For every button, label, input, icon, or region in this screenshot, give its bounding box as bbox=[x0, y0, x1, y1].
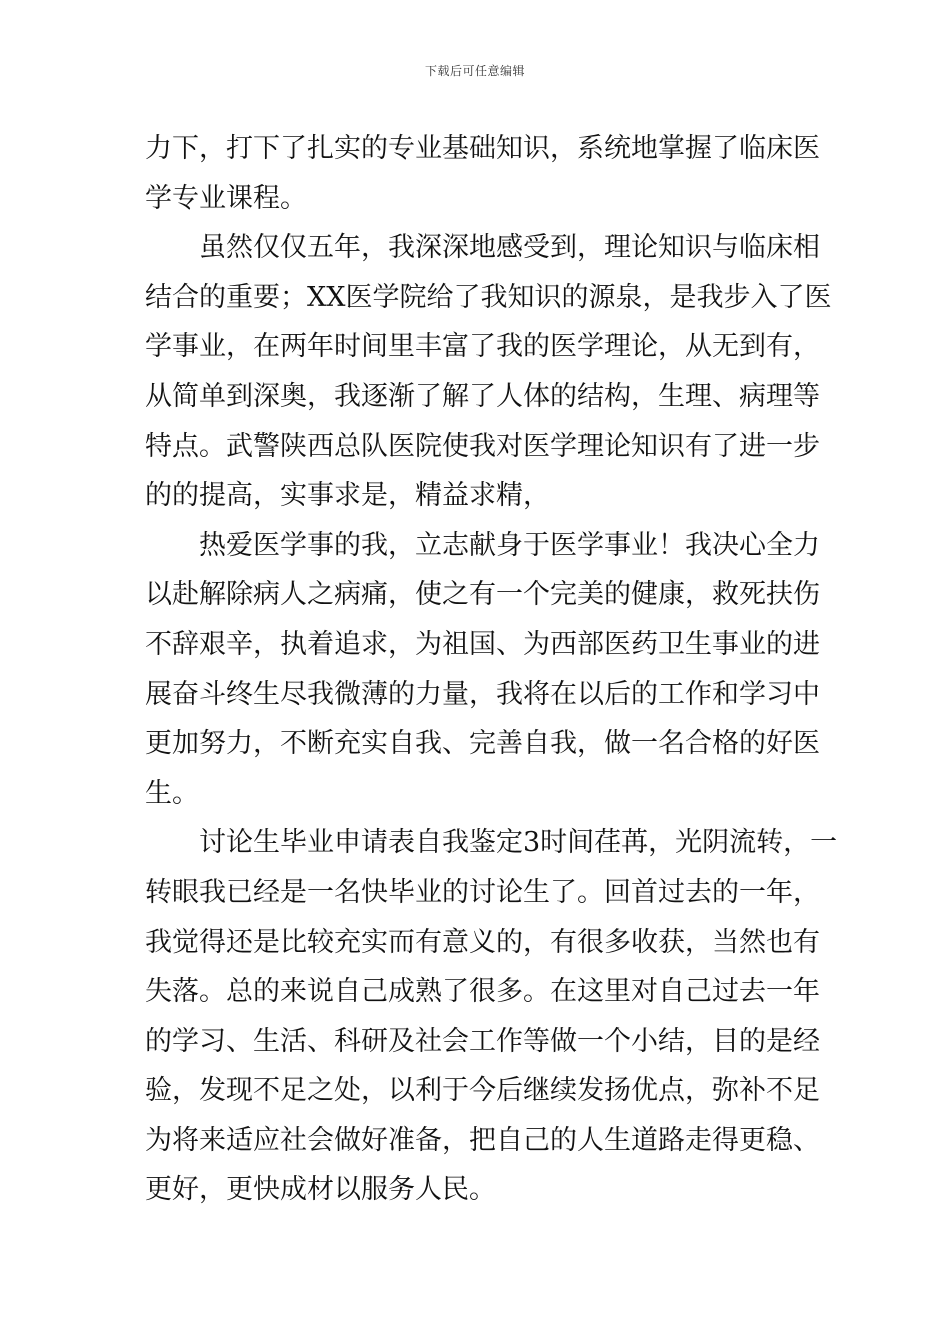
text-line: 为将来适应社会做好准备，把自己的人生道路走得更稳、 bbox=[145, 1124, 820, 1156]
text-line: 更加努力，不断充实自我、完善自我，做一名合格的好医 bbox=[145, 728, 820, 760]
text-line: 我觉得还是比较充实而有意义的，有很多收获，当然也有 bbox=[145, 926, 820, 958]
text-line: 结合的重要；XX医学院给了我知识的源泉，是我步入了医 bbox=[145, 281, 832, 313]
text-line: 热爱医学事的我，立志献身于医学事业！我决心全力 bbox=[145, 529, 820, 561]
text-line: 学专业课程。 bbox=[145, 182, 307, 214]
text-line: 的学习、生活、科研及社会工作等做一个小结，目的是经 bbox=[145, 1025, 820, 1057]
text-line: 验，发现不足之处，以利于今后继续发扬优点，弥补不足 bbox=[145, 1075, 820, 1107]
text-line: 虽然仅仅五年，我深深地感受到，理论知识与临床相 bbox=[145, 232, 820, 264]
text-line: 特点。武警陕西总队医院使我对医学理论知识有了进一步 bbox=[145, 430, 820, 462]
page-header: 下载后可任意编辑 bbox=[424, 64, 525, 78]
text-line: 不辞艰辛，执着追求，为祖国、为西部医药卫生事业的进 bbox=[145, 628, 820, 660]
text-line: 从简单到深奥，我逐渐了解了人体的结构，生理、病理等 bbox=[145, 380, 820, 412]
text-line: 以赴解除病人之病痛，使之有一个完美的健康，救死扶伤 bbox=[145, 579, 820, 611]
text-line: 转眼我已经是一名快毕业的讨论生了。回首过去的一年， bbox=[145, 876, 820, 908]
text-line: 生。 bbox=[145, 777, 199, 809]
body-text bbox=[145, 124, 838, 1215]
text-line: 失落。总的来说自己成熟了很多。在这里对自己过去一年 bbox=[145, 976, 820, 1008]
text-line: 讨论生毕业申请表自我鉴定3时间荏苒，光阴流转，一 bbox=[145, 827, 838, 859]
text-line: 更好，更快成材以服务人民。 bbox=[145, 1174, 496, 1206]
text-line: 力下，打下了扎实的专业基础知识，系统地掌握了临床医 bbox=[145, 133, 820, 164]
text-line: 学事业，在两年时间里丰富了我的医学理论，从无到有， bbox=[145, 331, 820, 363]
text-line: 的的提高，实事求是，精益求精， bbox=[145, 480, 550, 512]
text-line: 展奋斗终生尽我微薄的力量，我将在以后的工作和学习中 bbox=[145, 678, 820, 710]
